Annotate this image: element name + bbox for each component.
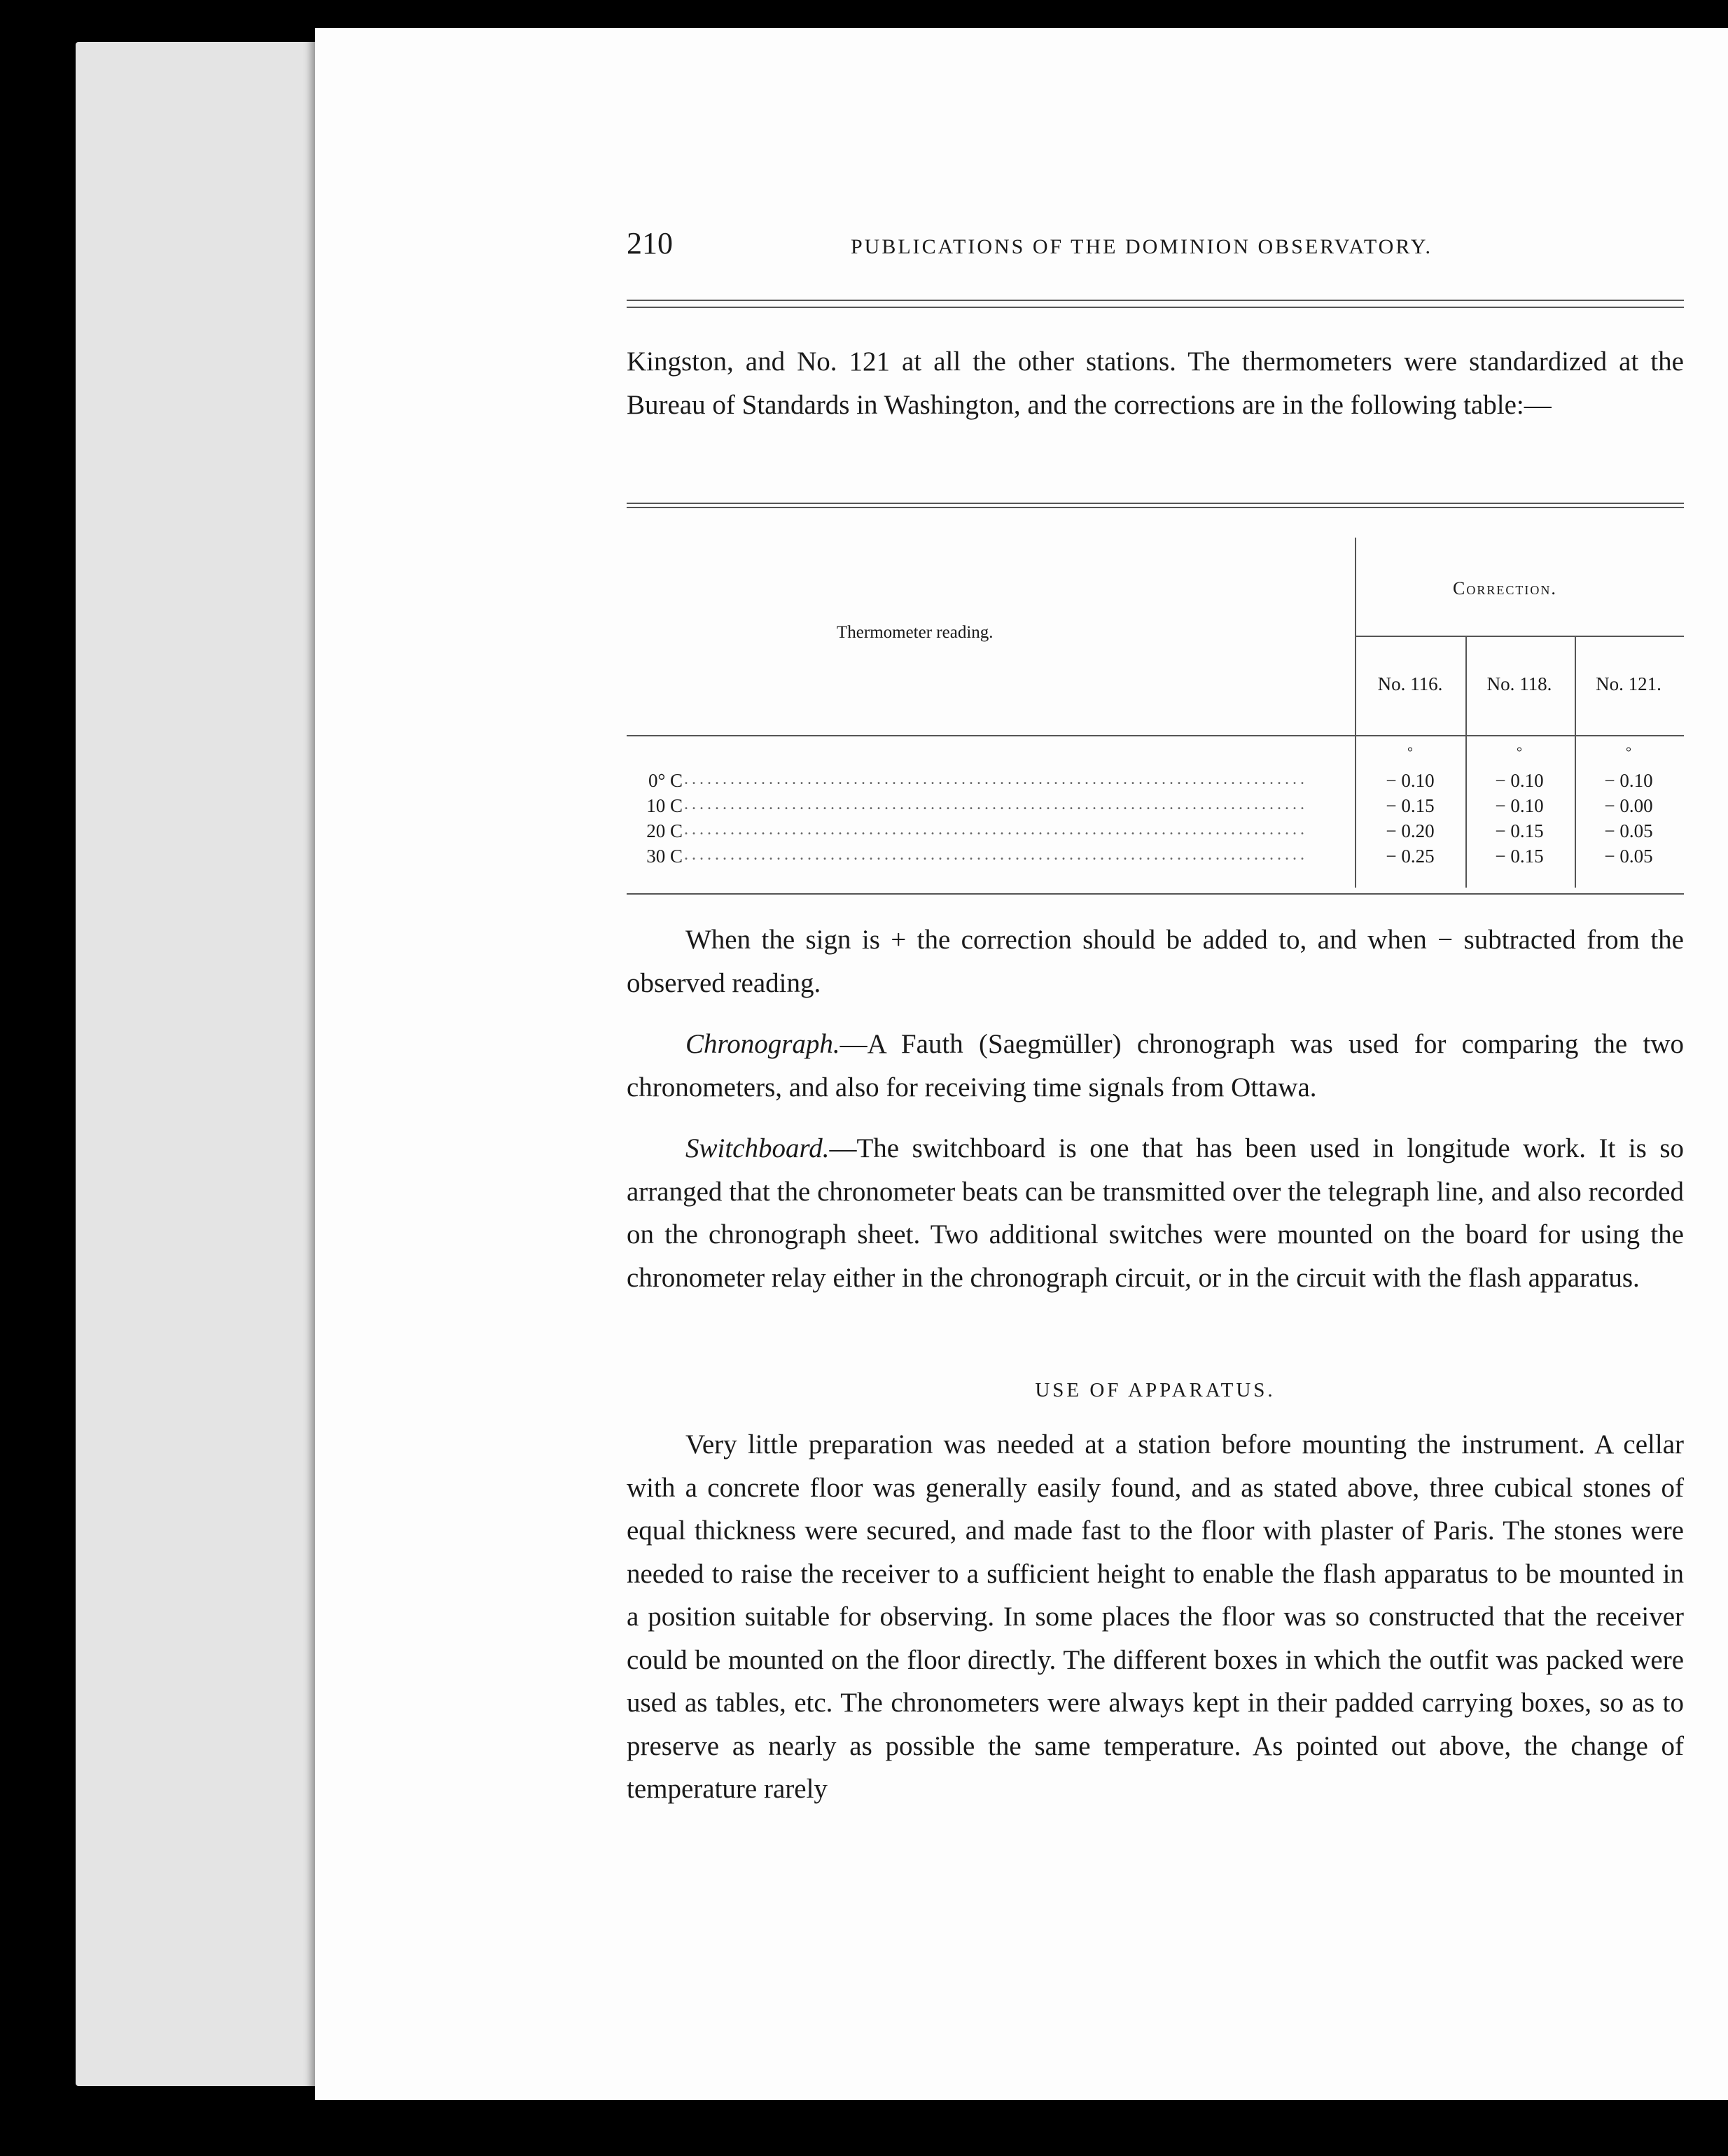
running-head — [627, 225, 1684, 267]
switchboard-text: —The switchboard is one that has been used in longitude work. It is so arranged that the chronometer beats can be transmitted over the telegraph line, and also recorded on the chronograph sheet. Two additional switches were mounted on the board for using the chronometer relay either in the chronograph circuit, or in the circuit with the flash apparatus. — [627, 1133, 1684, 1293]
dot-leader: ................................................................................. — [684, 795, 1308, 813]
row-reading: 30 C — [646, 846, 683, 867]
thermometer-correction-table — [627, 503, 1684, 895]
cell-121: − 0.05 — [1604, 820, 1653, 841]
row-reading: 0° C — [648, 770, 683, 791]
group-header: Correction. — [1453, 578, 1557, 598]
column-header-118: No. 118. — [1486, 673, 1552, 694]
table-row — [627, 795, 1684, 820]
header-bottom-rule-right — [1356, 735, 1684, 736]
table-row — [627, 846, 1684, 871]
page-number: 210 — [627, 226, 673, 260]
group-header-rule — [1356, 636, 1684, 637]
table-row — [627, 770, 1684, 795]
row-reading: 10 C — [646, 795, 683, 816]
table-top-rule-2 — [627, 507, 1684, 508]
degree-mark-116: ° — [1407, 745, 1413, 760]
column-header-116: No. 116. — [1377, 673, 1443, 694]
row-header: Thermometer reading. — [837, 623, 994, 642]
switchboard-paragraph — [627, 1127, 1684, 1299]
intro-paragraph: Kingston, and No. 121 at all the other stations. The thermometers were standardized at the Bureau of Standards in Washington, and the corrections are in the following table:— — [627, 346, 1684, 420]
table-row — [627, 820, 1684, 846]
cell-121: − 0.00 — [1604, 795, 1653, 816]
document-page — [315, 28, 1728, 2100]
cell-121: − 0.10 — [1604, 770, 1653, 791]
degree-mark-118: ° — [1517, 745, 1522, 760]
chronograph-text: —A Fauth (Saegmüller) chronograph was used for comparing the two chronometers, and also for receiving time signals from Ottawa. — [627, 1029, 1684, 1102]
chronograph-heading: Chronograph. — [685, 1029, 840, 1059]
dot-leader: ................................................................................. — [684, 770, 1308, 788]
table-bottom-rule — [627, 893, 1684, 895]
row-reading: 20 C — [646, 820, 683, 841]
cell-121: − 0.05 — [1604, 846, 1653, 867]
cell-118: − 0.15 — [1495, 846, 1544, 867]
degree-mark-121: ° — [1626, 745, 1631, 760]
chronograph-paragraph — [627, 1023, 1684, 1109]
use-of-apparatus-paragraph: Very little preparation was needed at a station before mounting the instrument. A cellar with a concrete floor was generally easily found, and as stated above, three cubical stones of equal thickness were secured, and made fast to the floor with plaster of Paris. The stones were needed to raise the receiver to a sufficient height to enable the flash apparatus to be mounted in a position suitable for observing. In some places the floor was so constructed that the receiver could be mounted on the floor directly. The different boxes in which the outfit was packed were used as tables, etc. The chronometers were always kept in their padded carrying boxes, so as to preserve as nearly as possible the same temperature. As pointed out above, the change of temperature rarely — [627, 1429, 1684, 1804]
cell-116: − 0.15 — [1386, 795, 1435, 816]
dot-leader: ................................................................................. — [684, 846, 1308, 864]
switchboard-heading: Switchboard. — [685, 1133, 830, 1163]
dot-leader: ................................................................................. — [684, 820, 1308, 839]
sign-note-paragraph: When the sign is + the correction should be added to, and when − subtracted from the observed reading. — [627, 925, 1684, 998]
table-top-rule — [627, 503, 1684, 504]
cell-116: − 0.25 — [1386, 846, 1435, 867]
cell-116: − 0.10 — [1386, 770, 1435, 791]
header-rule — [627, 300, 1684, 308]
cell-116: − 0.20 — [1386, 820, 1435, 841]
section-heading: USE OF APPARATUS. — [1035, 1379, 1276, 1401]
header-bottom-rule — [627, 735, 1355, 736]
cell-118: − 0.10 — [1495, 770, 1544, 791]
running-title: PUBLICATIONS OF THE DOMINION OBSERVATORY. — [851, 235, 1433, 258]
cell-118: − 0.10 — [1495, 795, 1544, 816]
cell-118: − 0.15 — [1495, 820, 1544, 841]
column-header-121: No. 121. — [1596, 673, 1661, 694]
